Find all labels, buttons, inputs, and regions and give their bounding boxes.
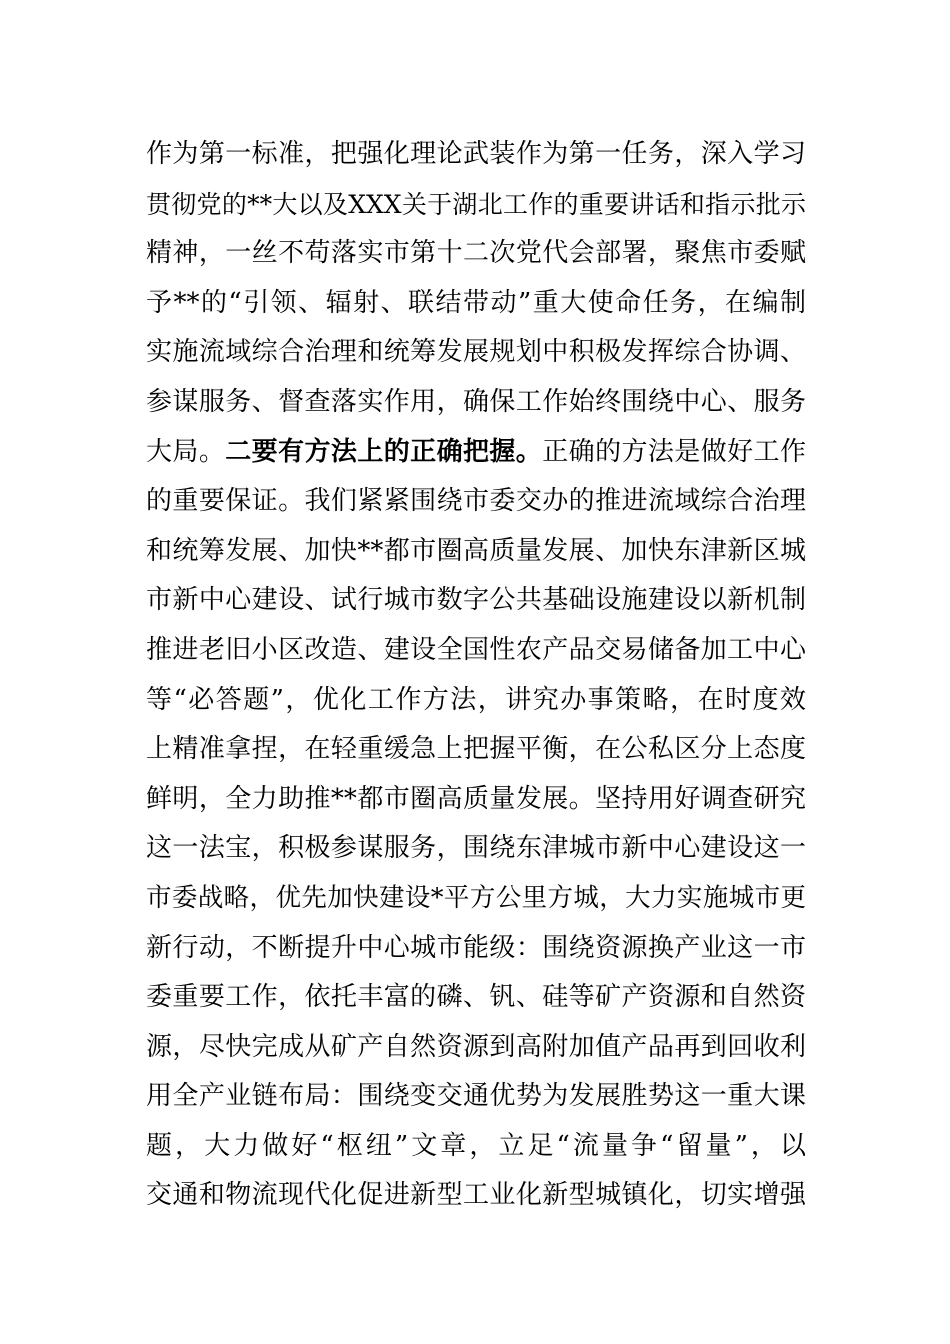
text-line: 精神，一丝不苟落实市第十二次党代会部署，聚焦市委赋 [146,238,806,269]
text-line: 交通和物流现代化促进新型工业化新型城镇化，切实增强 [146,1180,806,1211]
text-segment: 大局。 [146,436,226,467]
text-line: 题，大力做好“枢纽”文章，立足“流量争“留量”，以 [146,1130,806,1161]
text-line: 用全产业链布局：围绕变交通优势为发展胜势这一重大课 [146,1081,806,1112]
text-line: 委重要工作，依托丰富的磷、钒、硅等矿产资源和自然资 [146,982,806,1013]
text-line: 市新中心建设、试行城市数字公共基础设施建设以新机制 [146,585,806,616]
text-line-with-heading [146,428,806,478]
text-line: 的重要保证。我们紧紧围绕市委交办的推进流域综合治理 [146,486,806,517]
text-line: 源，尽快完成从矿产自然资源到高附加值产品再到回收利 [146,1031,806,1062]
text-line: 作为第一标准，把强化理论武装作为第一任务，深入学习 [146,139,806,169]
text-line: 贯彻党的**大以及XXX关于湖北工作的重要讲话和指示批示 [146,189,806,219]
text-line: 和统筹发展、加快**都市圈高质量发展、加快东津新区城 [146,535,806,566]
text-line: 市委战略，优先加快建设*平方公里方城，大力实施城市更 [146,882,806,913]
text-line: 推进老旧小区改造、建设全国性农产品交易储备加工中心 [146,634,806,665]
text-line: 新行动，不断提升中心城市能级：围绕资源换产业这一市 [146,932,806,963]
text-line: 等“必答题”，优化工作方法，讲究办事策略，在时度效 [146,684,806,715]
text-line: 实施流域综合治理和统筹发展规划中积极发挥综合协调、 [146,337,806,368]
inline-heading: 二要有方法上的正确把握。 [225,436,543,467]
text-line: 鲜明，全力助推**都市圈高质量发展。坚持用好调查研究 [146,783,806,814]
text-line: 参谋服务、督查落实作用，确保工作始终围绕中心、服务 [146,386,806,417]
text-segment: 正确的方法是做好工作 [542,436,806,467]
body-text [146,130,806,1221]
text-line: 予**的“引领、辐射、联结带动”重大使命任务，在编制 [146,287,806,318]
text-line: 上精准拿捏，在轻重缓急上把握平衡，在公私区分上态度 [146,734,806,765]
text-line: 这一法宝，积极参谋服务，围绕东津城市新中心建设这一 [146,833,806,864]
